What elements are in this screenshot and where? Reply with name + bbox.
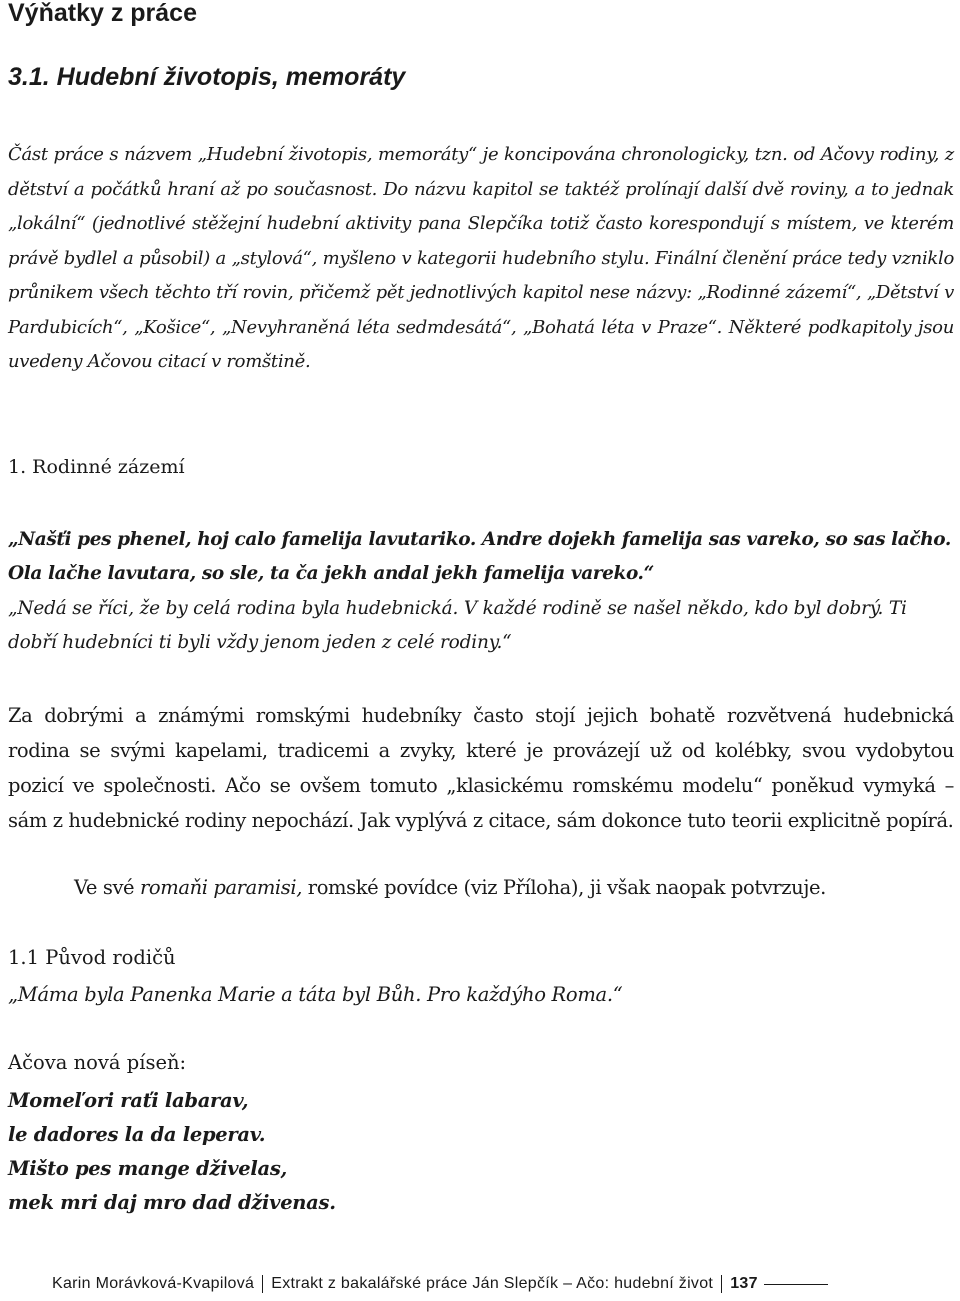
document-title: Výňatky z práce: [8, 0, 197, 27]
document-page: [8, 0, 954, 380]
quote-romani: „Našťi pes phenel, hoj calo famelija lavutariko. Andre dojekh famelija sas vareko, so sas lačho. Ola lačhe lavutara, so sle, ta ča jekh andal jekh famelija vareko.“: [8, 529, 951, 584]
footer-separator: [262, 1275, 263, 1293]
footer-subtitle: Extrakt z bakalářské práce Ján Slepčík – Ačo: hudební život: [271, 1275, 714, 1292]
page-footer: [52, 1272, 828, 1296]
song-line-3: Mišto pes mange dživelas,: [8, 1157, 288, 1180]
body-indent-line: [74, 873, 826, 903]
body-indent-post: romské povídce (viz Příloha), ji však naopak potvrzuje.: [302, 876, 826, 899]
footer-author: Karin Morávková-Kvapilová: [52, 1275, 255, 1292]
song-line-2: le dadores la da leperav.: [8, 1123, 266, 1146]
body-paragraph: Za dobrými a známými romskými hudebníky často stojí jejich bohatě rozvětvená hudebnická rodina se svými kapelami, tradicemi a zvyky, které je provázejí už od kolébky, svou vydobytou pozicí ve společnosti. Ačo se ovšem tomuto „klasickému romskému modelu“ poněkud vymyká – sám z hudebnické rodiny nepochází. Jak vyplývá z citace, sám dokonce tuto teorii explicitně popírá.: [8, 704, 954, 832]
footer-rule: [764, 1284, 828, 1285]
intro-paragraph: Část práce s názvem „Hudební životopis, memoráty“ je koncipována chronologicky, tzn. od Ačovy rodiny, z dětství a počátků hraní až po současnost. Do názvu kapitol se taktéž prolínají další dvě roviny, a to jednak „lokální“ (jednotlivé stěžejní hudební aktivity pana Slepčíka totiž často korespondují s místem, ve kterém právě bydlel a působil) a „stylová“, myšleno v kategorii hudebního stylu. Finální členění práce tedy vzniklo průnikem všech těchto tří rovin, přičemž pět jednotlivých kapitol nese názvy: „Rodinné zázemí“, „Dětství v Pardubicích“, „Košice“, „Nevyhraněná léta sedmdesátá“, „Bohatá léta v Praze“. Některé podkapitoly jsou uvedeny Ačovou citací v romštině.: [8, 144, 954, 372]
subsection-quote: „Máma byla Panenka Marie a táta byl Bůh. Pro každýho Roma.“: [8, 983, 623, 1006]
chapter-title: 3.1. Hudební životopis, memoráty: [8, 63, 406, 91]
song-heading: Ačova nová píseň:: [8, 1051, 187, 1074]
footer-separator: [721, 1275, 722, 1293]
subsection-title-puvod-rodicu: 1.1 Původ rodičů: [8, 946, 176, 969]
body-indent-pre: Ve své: [74, 876, 140, 899]
song-line-1: Momeľori raťi labarav,: [8, 1089, 249, 1112]
page-number: 137: [730, 1275, 758, 1292]
quote-czech-translation: „Nedá se říci, že by celá rodina byla hudebnická. V každé rodině se našel někdo, kdo byl dobrý. Ti dobří hudebníci ti byli vždy jenom jeden z celé rodiny.“: [8, 598, 907, 653]
song-line-4: mek mri daj mro dad dživenas.: [8, 1191, 336, 1214]
section-title-rodinne-zazemi: 1. Rodinné zázemí: [8, 456, 185, 478]
body-indent-italic: romaňi paramisi,: [140, 876, 302, 899]
